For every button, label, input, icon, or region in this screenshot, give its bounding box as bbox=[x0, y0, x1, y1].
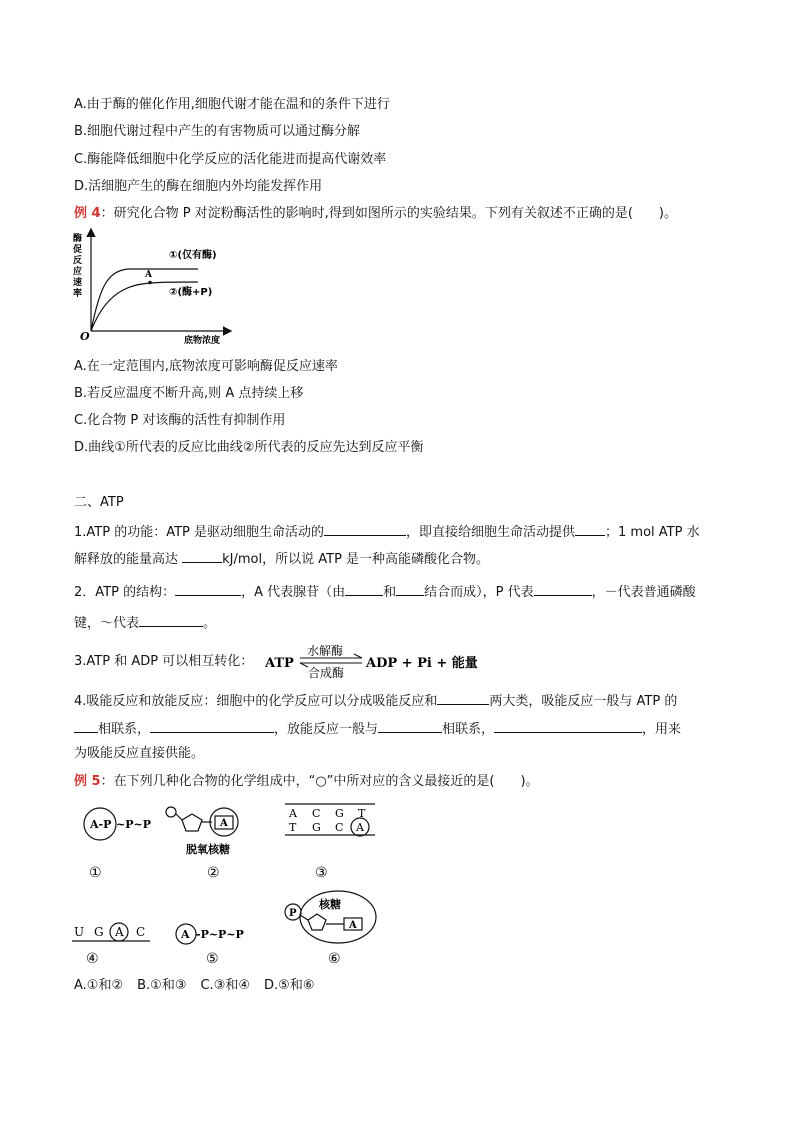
eq-synthase: 合成酶 bbox=[308, 666, 345, 680]
point-a-label: A bbox=[145, 270, 152, 280]
fig4-letter-1: U bbox=[74, 925, 85, 939]
figure-4 bbox=[72, 923, 150, 967]
y-label-char-4: 应 bbox=[73, 267, 83, 277]
ex4-option-b: B.若反应温度不断升高,则 A 点持续上移 bbox=[74, 386, 304, 401]
para-2-text-f: 键，～代表 bbox=[74, 616, 140, 631]
y-label-char-3: 反 bbox=[73, 256, 83, 266]
blank-9 bbox=[437, 691, 489, 705]
origin-label: O bbox=[80, 330, 90, 343]
fig5-tail-text: -P~P~P bbox=[196, 928, 244, 941]
para-2-text-b: ，A 代表腺苷（由 bbox=[241, 585, 346, 600]
compound-figures bbox=[70, 793, 400, 998]
example-5-stem bbox=[74, 773, 539, 791]
y-label-char-5: 速 bbox=[73, 278, 83, 288]
ex5-option-c: C.③和④ bbox=[200, 978, 251, 993]
fig1-circled-text: A-P bbox=[90, 818, 112, 831]
blank-8 bbox=[139, 613, 203, 627]
blank-6 bbox=[396, 582, 424, 596]
fig6-p-text: P bbox=[289, 908, 297, 919]
figure-3 bbox=[285, 804, 375, 881]
para-4-line-2 bbox=[74, 719, 681, 739]
fig5-circled-text: A bbox=[181, 928, 190, 941]
para-1-text-b: ，即直接给细胞生命活动提供 bbox=[406, 525, 576, 540]
para-2-line-2 bbox=[74, 613, 216, 633]
blank-12 bbox=[378, 719, 442, 733]
para-4-text-f: ，用来 bbox=[642, 722, 682, 737]
para-4-text-b: 两大类，吸能反应一般与 ATP 的 bbox=[489, 694, 678, 709]
fig3-top-2: C bbox=[312, 807, 321, 820]
ex4-option-c: C.化合物 P 对该酶的活性有抑制作用 bbox=[74, 413, 286, 428]
fig3-top-4: T bbox=[358, 807, 366, 820]
fig2-box-text: A bbox=[220, 818, 228, 829]
blank-11 bbox=[150, 719, 274, 733]
fig4-letter-2: G bbox=[94, 925, 104, 939]
fig4-letter-3: A bbox=[115, 925, 124, 939]
q3-option-d: D.活细胞产生的酶在细胞内外均能发挥作用 bbox=[74, 179, 323, 194]
eq-atp: ATP bbox=[265, 656, 294, 671]
blank-13 bbox=[494, 719, 642, 733]
fig2-number: ② bbox=[207, 865, 220, 881]
fig3-top-1: A bbox=[289, 807, 297, 820]
point-a bbox=[148, 281, 152, 285]
blank-5 bbox=[345, 582, 383, 596]
blank-10 bbox=[74, 719, 98, 733]
fig6-box-text: A bbox=[349, 920, 357, 931]
example-5-question: ：在下列几种化合物的化学组成中，“○”中所对应的含义最接近的是( )。 bbox=[100, 774, 539, 789]
fig2-label: 脱氧核糖 bbox=[186, 843, 230, 856]
fig3-bottom-4: A bbox=[356, 821, 364, 834]
example-4-tag: 例 4 bbox=[74, 206, 101, 221]
fig1-number: ① bbox=[89, 865, 102, 881]
eq-reverse-arrowhead bbox=[300, 663, 308, 667]
example-4-question: ：研究化合物 P 对淀粉酶活性的影响时,得到如图所示的实验结果。下列有关叙述不正确的是( )。 bbox=[100, 206, 677, 221]
para-4-text-a: 4.吸能反应和放能反应：细胞中的化学反应可以分成吸能反应和 bbox=[74, 694, 438, 709]
eq-forward-arrowhead bbox=[354, 654, 362, 658]
blank-2 bbox=[575, 522, 605, 536]
para-1-text-c: ；1 mol ATP 水 bbox=[605, 525, 700, 540]
y-label-char-6: 率 bbox=[73, 289, 83, 299]
blank-4 bbox=[175, 582, 241, 596]
fig6-label: 核糖 bbox=[319, 898, 341, 911]
ex5-option-b: B.①和③ bbox=[137, 978, 187, 993]
figure-2 bbox=[166, 807, 238, 881]
y-label-char-2: 促 bbox=[73, 245, 83, 255]
y-label-char-1: 酶 bbox=[73, 234, 83, 244]
fig3-bottom-1: T bbox=[289, 821, 297, 834]
curve-1-label: ①(仅有酶) bbox=[169, 250, 217, 261]
para-4-text-d: ，放能反应一般与 bbox=[274, 722, 379, 737]
atp-adp-equation bbox=[262, 643, 482, 681]
para-1-line-2 bbox=[74, 549, 489, 569]
para-1-text-a: 1.ATP 的功能：ATP 是驱动细胞生命活动的 bbox=[74, 525, 324, 540]
fig4-letter-4: C bbox=[136, 925, 146, 939]
ex4-option-a: A.在一定范围内,底物浓度可影响酶促反应速率 bbox=[74, 359, 338, 374]
q3-option-b: B.细胞代谢过程中产生的有害物质可以通过酶分解 bbox=[74, 124, 361, 139]
para-3-text: 3.ATP 和 ADP 可以相互转化： bbox=[74, 654, 254, 669]
eq-hydrolase: 水解酶 bbox=[307, 644, 344, 658]
enzyme-rate-graph bbox=[70, 226, 240, 346]
para-4-line-3: 为吸能反应直接供能。 bbox=[74, 746, 205, 761]
para-1-text-e: kJ/mol，所以说 ATP 是一种高能磷酸化合物。 bbox=[222, 552, 490, 567]
example-4-stem bbox=[74, 205, 677, 223]
figure-5 bbox=[176, 924, 244, 967]
blank-1 bbox=[324, 522, 406, 536]
fig3-number: ③ bbox=[315, 865, 328, 881]
para-4-line-1 bbox=[74, 691, 677, 711]
para-4-text-e: 相联系， bbox=[442, 722, 495, 737]
fig3-bottom-2: G bbox=[312, 821, 321, 834]
q3-option-a: A.由于酶的催化作用,细胞代谢才能在温和的条件下进行 bbox=[74, 97, 390, 112]
fig5-number: ⑤ bbox=[206, 951, 219, 967]
fig3-top-3: G bbox=[335, 807, 344, 820]
para-2-text-d: 结合而成），P 代表 bbox=[424, 585, 534, 600]
fig2-pentose bbox=[182, 814, 202, 831]
para-2-text-a: 2．ATP 的结构： bbox=[74, 585, 176, 600]
fig6-number: ⑥ bbox=[328, 951, 341, 967]
example-5-tag: 例 5 bbox=[74, 774, 101, 789]
section-2-title: 二、ATP bbox=[74, 495, 124, 510]
figure-6 bbox=[285, 891, 376, 967]
para-1-line-1 bbox=[74, 522, 700, 542]
fig1-tail-text: ~P~P bbox=[116, 818, 151, 831]
para-2-text-g: 。 bbox=[203, 616, 217, 631]
para-4-text-c: 相联系， bbox=[98, 722, 151, 737]
ex5-option-d: D.⑤和⑥ bbox=[264, 978, 315, 993]
ex5-options bbox=[74, 977, 314, 995]
para-1-text-d: 解释放的能量高达 bbox=[74, 552, 183, 567]
fig4-number: ④ bbox=[86, 951, 99, 967]
curve-2-label: ②(酶+P) bbox=[169, 287, 213, 298]
para-2-line-1 bbox=[74, 582, 696, 602]
para-2-text-c: 和 bbox=[383, 585, 397, 600]
eq-products: ADP + Pi + 能量 bbox=[366, 656, 478, 671]
figure-1 bbox=[84, 808, 151, 881]
q3-option-c: C.酶能降低细胞中化学反应的活化能进而提高代谢效率 bbox=[74, 152, 387, 167]
x-axis-label: 底物浓度 bbox=[184, 336, 221, 346]
fig3-bottom-3: C bbox=[335, 821, 344, 834]
para-2-text-e: ，－代表普通磷酸 bbox=[591, 585, 696, 600]
blank-3 bbox=[182, 549, 222, 563]
ex5-option-a: A.①和② bbox=[74, 978, 124, 993]
blank-7 bbox=[534, 582, 592, 596]
ex4-option-d: D.曲线①所代表的反应比曲线②所代表的反应先达到反应平衡 bbox=[74, 440, 424, 455]
